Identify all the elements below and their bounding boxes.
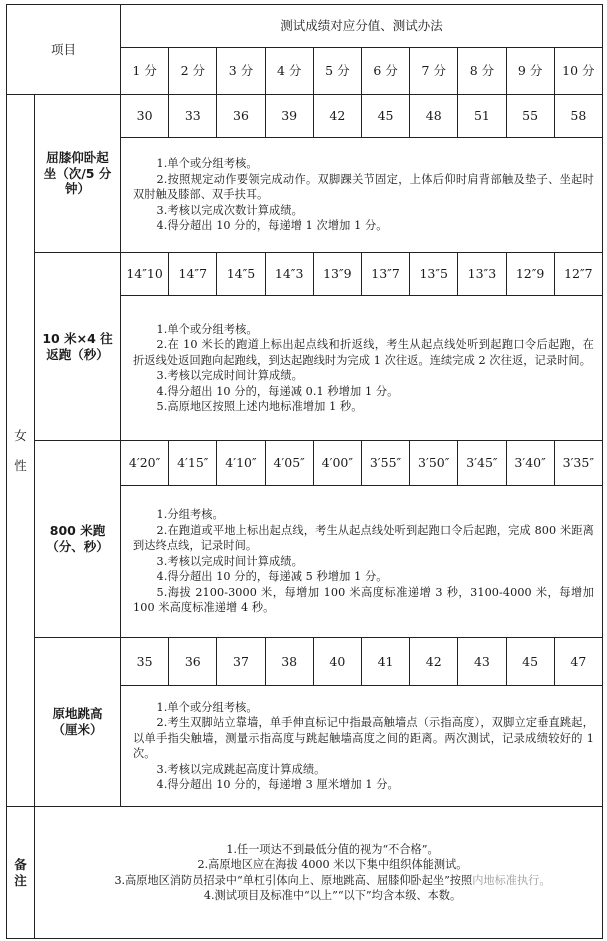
score-header: 10 分 — [554, 48, 602, 95]
value-cell: 13″5 — [410, 253, 458, 296]
value-cell: 36 — [217, 95, 265, 138]
score-header: 2 分 — [169, 48, 217, 95]
score-header: 4 分 — [265, 48, 313, 95]
header-title: 测试成绩对应分值、测试办法 — [121, 5, 603, 48]
value-cell: 41 — [361, 638, 409, 686]
value-cell: 45 — [361, 95, 409, 138]
value-cell: 12″7 — [554, 253, 602, 296]
sex-label: 女 性 — [7, 95, 35, 807]
value-cell: 13″7 — [361, 253, 409, 296]
remark-notes: 1.任一项达不到最低分值的视为“不合格”。 2.高原地区应在海拔 4000 米以下集中组织体能测试。 3.高原地区消防员招录中“单杠引体向上、原地跳高、屈膝仰卧起坐”按照内地标准执行。 4.测试项目及标准中“以上”“以下”均含本级、本数。 — [35, 807, 603, 939]
value-cell: 55 — [506, 95, 554, 138]
method-vertical-jump: 1.单个或分组考核。 2.考生双脚站立靠墙，单手伸直标记中指最高触墙点（示指高度），双脚立定垂直跳起，以单手指尖触墙，测量示指高度与跳起触墙高度之间的距离。两次测试，记录成绩较好的 1 次。 3.考核以完成跳起高度计算成绩。 4.得分超出 10 分的，每递增 3 厘米增加 1 分。 — [121, 686, 603, 807]
value-cell: 3′35″ — [554, 441, 602, 486]
item-name-situps: 屈膝仰卧起 坐（次/5 分 钟） — [35, 95, 121, 253]
fitness-standards-table — [6, 4, 603, 939]
value-cell: 35 — [121, 638, 169, 686]
value-cell: 4′15″ — [169, 441, 217, 486]
value-cell: 48 — [410, 95, 458, 138]
value-cell: 39 — [265, 95, 313, 138]
score-header: 3 分 — [217, 48, 265, 95]
value-cell: 40 — [313, 638, 361, 686]
value-cell: 4′20″ — [121, 441, 169, 486]
value-cell: 3′50″ — [410, 441, 458, 486]
method-shuttle-run: 1.单个或分组考核。 2.在 10 米长的跑道上标出起点线和折返线，考生从起点线处听到起跑口令后起跑，在折返线处返回跑向起跑线，到达起跑线时为完成 1 次往返。连续完成 2 次往返，记录时间。 3.考核以完成时间计算成绩。 4.得分超出 10 分的，每递减 0.1 秒增加 1 分。 5.高原地区按照上述内地标准增加 1 秒。 — [121, 296, 603, 441]
value-cell: 3′45″ — [458, 441, 506, 486]
value-cell: 3′55″ — [361, 441, 409, 486]
item-name-vertical-jump: 原地跳高 （厘米） — [35, 638, 121, 807]
score-header: 9 分 — [506, 48, 554, 95]
score-header: 1 分 — [121, 48, 169, 95]
value-cell: 14″3 — [265, 253, 313, 296]
value-cell: 58 — [554, 95, 602, 138]
value-cell: 36 — [169, 638, 217, 686]
value-cell: 38 — [265, 638, 313, 686]
value-cell: 30 — [121, 95, 169, 138]
score-header: 7 分 — [410, 48, 458, 95]
value-cell: 51 — [458, 95, 506, 138]
value-cell: 37 — [217, 638, 265, 686]
value-cell: 14″7 — [169, 253, 217, 296]
value-cell: 13″9 — [313, 253, 361, 296]
value-cell: 33 — [169, 95, 217, 138]
item-name-800m-run: 800 米跑 （分、秒） — [35, 441, 121, 638]
value-cell: 42 — [313, 95, 361, 138]
remark-label: 备 注 — [7, 807, 35, 939]
value-cell: 3′40″ — [506, 441, 554, 486]
value-cell: 4′00″ — [313, 441, 361, 486]
value-cell: 14″10 — [121, 253, 169, 296]
value-cell: 47 — [554, 638, 602, 686]
score-header: 8 分 — [458, 48, 506, 95]
value-cell: 14″5 — [217, 253, 265, 296]
value-cell: 13″3 — [458, 253, 506, 296]
value-cell: 12″9 — [506, 253, 554, 296]
value-cell: 45 — [506, 638, 554, 686]
item-name-shuttle-run: 10 米×4 往 返跑（秒） — [35, 253, 121, 441]
score-header: 5 分 — [313, 48, 361, 95]
method-800m-run: 1.分组考核。 2.在跑道或平地上标出起点线，考生从起点线处听到起跑口令后起跑，完成 800 米距离到达终点线，记录时间。 3.考核以完成时间计算成绩。 4.得分超出 10 分的，每递减 5 秒增加 1 分。 5.海拔 2100-3000 米，每增加 100 米高度标准递增 3 秒，3100-4000 米，每增加 100 米高度标准递增 4 秒。 — [121, 486, 603, 638]
method-situps: 1.单个或分组考核。 2.按照规定动作要领完成动作。双脚踝关节固定，上体后仰时肩背部触及垫子、坐起时双肘触及膝部、双手扶耳。 3.考核以完成次数计算成绩。 4.得分超出 10 分的，每递增 1 次增加 1 分。 — [121, 138, 603, 253]
value-cell: 43 — [458, 638, 506, 686]
value-cell: 4′05″ — [265, 441, 313, 486]
score-header: 6 分 — [361, 48, 409, 95]
header-project: 项目 — [7, 5, 121, 95]
value-cell: 4′10″ — [217, 441, 265, 486]
value-cell: 42 — [410, 638, 458, 686]
